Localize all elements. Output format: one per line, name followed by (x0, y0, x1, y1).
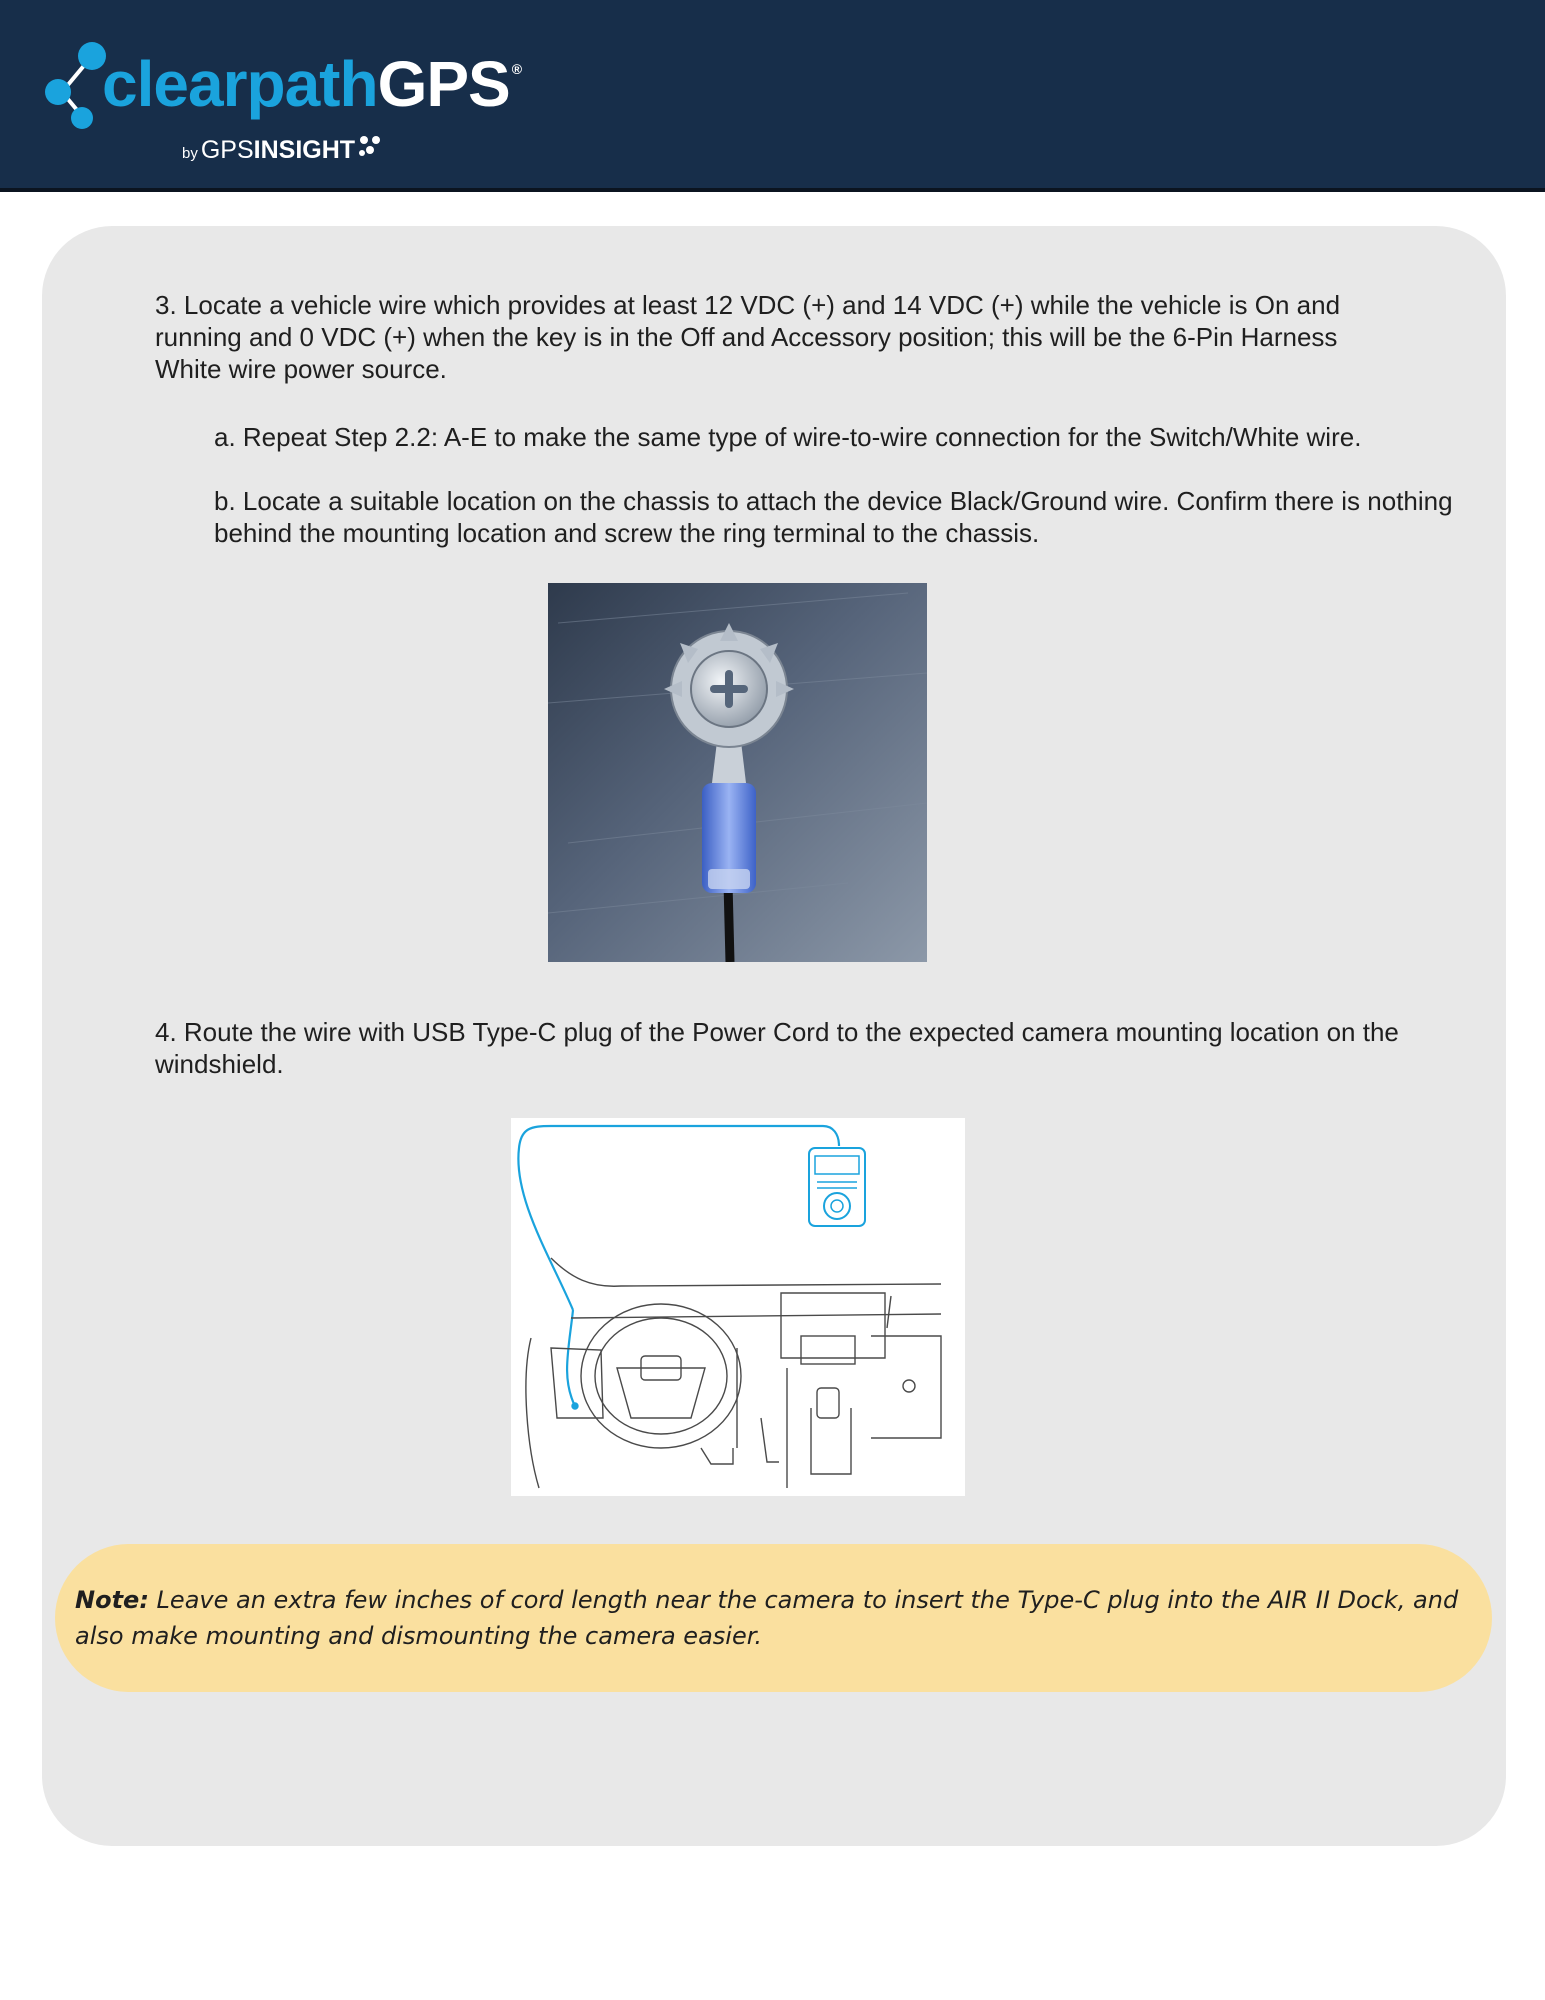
page-header (0, 0, 1545, 192)
note-label: Note: (75, 1586, 149, 1614)
step-3a-text: a. Repeat Step 2.2: A-E to make the same type of wire-to-wire connection for the Switch/White wire. (214, 422, 1362, 452)
note-body: Leave an extra few inches of cord length near the camera to insert the Type-C plug into the AIR II Dock, and also make mounting and dismounting the camera easier. (75, 1586, 1459, 1650)
registered-mark: ® (511, 61, 522, 77)
logo-sub-insight: INSIGHT (253, 136, 356, 164)
note-callout (55, 1544, 1492, 1692)
logo-by: by (182, 145, 198, 162)
note-text (75, 1582, 1465, 1654)
ring-terminal-photo (548, 583, 927, 962)
dots-icon (358, 135, 384, 157)
step-3b-text: b. Locate a suitable location on the chassis to attach the device Black/Ground wire. Confirm there is nothing behind the mounting location and screw the ring terminal to the chassis. (214, 486, 1453, 548)
logo-wordmark (102, 48, 522, 120)
logo-sub-gps: GPS (200, 136, 254, 164)
logo-word-clearpath: clearpath (102, 48, 378, 120)
step-4-text: 4. Route the wire with USB Type-C plug of the Power Cord to the expected camera mounting location on the windshield. (155, 1017, 1399, 1079)
step-3-text: 3. Locate a vehicle wire which provides at least 12 VDC (+) and 14 VDC (+) while the vehicle is On and running and 0 VDC (+) when the key is in the Off and Accessory position; this will be the 6-Pin Harness White wire power source. (155, 290, 1341, 384)
logo-subline (182, 138, 384, 163)
dashcam-icon (809, 1148, 865, 1226)
logo-word-gps: GPS (377, 48, 510, 120)
cable-routing-diagram (511, 1118, 965, 1496)
